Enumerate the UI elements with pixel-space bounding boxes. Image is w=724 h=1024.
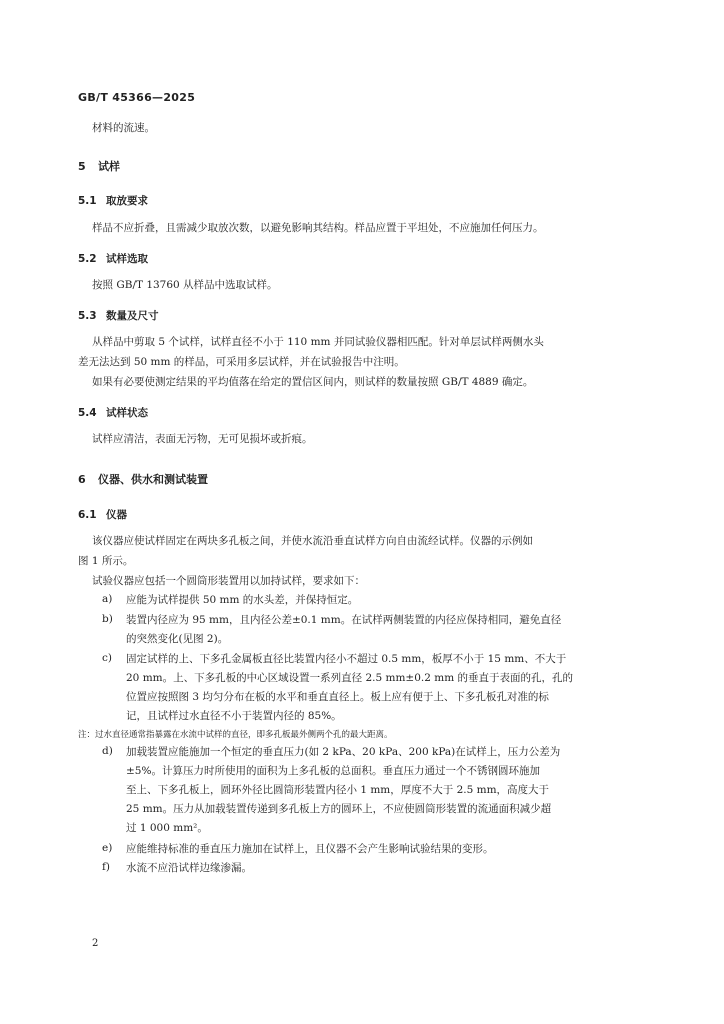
list-marker: e) <box>102 842 113 854</box>
list-item-text: 20 mm。上、下多孔板的中心区域设置一系列直径 2.5 mm±0.2 mm 的垂直于表面的孔，孔的 <box>126 672 573 684</box>
section-5-1-heading <box>78 193 148 208</box>
paragraph-line: 差无法达到 50 mm 的样品，可采用多层试样，并在试验报告中注明。 <box>78 356 405 368</box>
list-marker: a) <box>102 593 113 605</box>
section-5-4-heading <box>78 405 148 420</box>
list-item-text: 至上、下多孔板上，圆环外径比圆筒形装置内径小 1 mm，厚度不大于 2.5 mm，高度大于 <box>126 784 550 796</box>
list-marker: c) <box>102 652 112 664</box>
continued-text: 材料的流速。 <box>92 122 155 134</box>
paragraph-line: 从样品中剪取 5 个试样，试样直径不小于 110 mm 并同试验仪器相匹配。针对单层试样两侧水头 <box>92 336 544 348</box>
list-item-text: 的突然变化(见图 2)。 <box>126 633 229 645</box>
section-number: 5.2 <box>78 253 97 265</box>
section-title: 试样选取 <box>106 253 148 265</box>
list-item-text: 位置应按照图 3 均匀分布在板的水平和垂直直径上。板上应有便于上、下多孔板孔对准的标 <box>126 691 549 703</box>
list-item-text: 25 mm。压力从加载装置传递到多孔板上方的圆环上，不应使圆筒形装置的流通面积减少超 <box>126 803 552 815</box>
section-number: 6 <box>78 473 86 486</box>
section-title: 试样状态 <box>106 407 148 419</box>
paragraph: 样品不应折叠，且需减少取放次数，以避免影响其结构。样品应置于平坦处，不应施加任何压力。 <box>92 222 544 234</box>
list-item-text: 应能为试样提供 50 mm 的水头差，并保持恒定。 <box>126 594 359 606</box>
section-title: 数量及尺寸 <box>106 310 159 322</box>
section-6-1-heading <box>78 507 127 522</box>
section-title: 取放要求 <box>106 195 148 207</box>
list-marker: d) <box>102 745 113 757</box>
list-item-text: ±5%。计算压力时所使用的面积为上多孔板的总面积。垂直压力通过一个不锈钢圆环施加 <box>126 765 540 777</box>
section-5-2-heading <box>78 251 148 266</box>
paragraph: 试样应清洁，表面无污物，无可见损坏或折痕。 <box>92 433 313 445</box>
section-number: 5 <box>78 160 86 173</box>
page-number: 2 <box>92 938 99 949</box>
section-6-heading <box>78 471 208 487</box>
list-item-text: 固定试样的上、下多孔金属板直径比装置内径小不超过 0.5 mm，板厚不小于 15 mm、不大于 <box>126 653 567 665</box>
list-item-text: 应能维持标准的垂直压力施加在试样上，且仪器不会产生影响试验结果的变形。 <box>126 843 494 855</box>
list-item-text: 过 1 000 mm²。 <box>126 822 208 834</box>
paragraph: 如果有必要使测定结果的平均值落在给定的置信区间内，则试样的数量按照 GB/T 4889 确定。 <box>92 376 534 388</box>
paragraph-line: 该仪器应使试样固定在两块多孔板之间，并使水流沿垂直试样方向自由流经试样。仪器的示例如 <box>92 535 533 547</box>
list-marker: b) <box>102 613 113 625</box>
section-number: 5.4 <box>78 407 97 419</box>
section-5-3-heading <box>78 308 159 323</box>
list-item-text: 记，且试样过水直径不小于装置内径的 85%。 <box>126 710 342 722</box>
section-5-heading <box>78 158 120 174</box>
list-marker: f) <box>102 861 110 873</box>
list-item-text: 装置内径应为 95 mm，且内径公差±0.1 mm。在试样两侧装置的内径应保持相同，避免直径 <box>126 614 562 626</box>
paragraph: 试验仪器应包括一个圆筒形装置用以加持试样，要求如下： <box>92 575 365 587</box>
note: 注：过水直径通常指暴露在水流中试样的直径，即多孔板最外侧两个孔的最大距离。 <box>78 730 393 740</box>
paragraph: 按照 GB/T 13760 从样品中选取试样。 <box>92 279 278 291</box>
standard-header: GB/T 45366—2025 <box>78 91 196 104</box>
section-number: 5.1 <box>78 195 97 207</box>
section-title: 试样 <box>98 160 120 173</box>
list-item-text: 水流不应沿试样边缘渗漏。 <box>126 862 252 874</box>
section-title: 仪器、供水和测试装置 <box>98 473 208 486</box>
section-number: 6.1 <box>78 509 97 521</box>
section-title: 仪器 <box>106 509 127 521</box>
section-number: 5.3 <box>78 310 97 322</box>
paragraph-line: 图 1 所示。 <box>78 555 134 567</box>
list-item-text: 加载装置应能施加一个恒定的垂直压力(如 2 kPa、20 kPa、200 kPa)在试样上，压力公差为 <box>126 746 561 758</box>
